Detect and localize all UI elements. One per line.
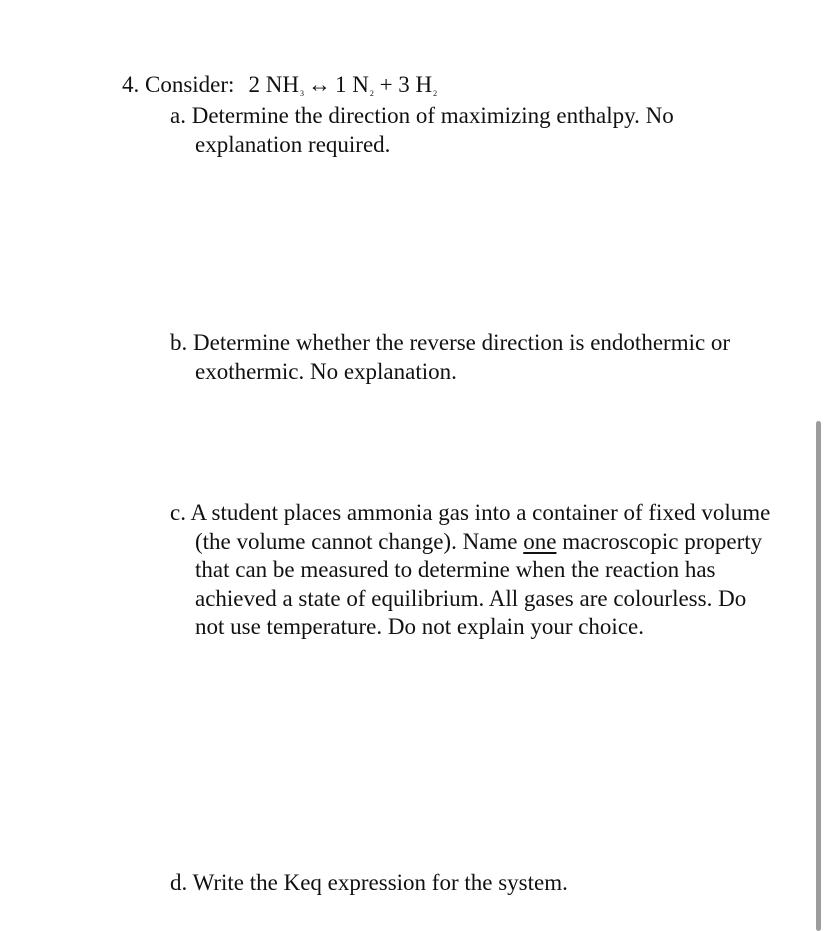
coefficient-hydrogen: 3 <box>398 72 410 97</box>
species-hydrogen: H <box>415 72 433 97</box>
part-c-text-after: macroscopic property that can be measured to determine when the reaction has achieved a state of equilibrium. All gases are colourless. Do not use temperature. Do not explain your choice. <box>195 528 763 640</box>
part-a: a. Determine the direction of maximizing enthalpy. No explanation required. <box>170 103 674 157</box>
part-c-underlined-word: one <box>523 528 557 554</box>
question-lead: 4. Consider: <box>122 72 235 97</box>
coefficient-nitrogen: 1 <box>334 72 347 97</box>
part-b: b. Determine whether the reverse direction is endothermic or exothermic. No explanation. <box>170 330 731 384</box>
part-d: d. Write the Keq expression for the system. <box>170 870 568 895</box>
equilibrium-arrow-icon: ↔ <box>307 72 331 97</box>
species-ammonia: NH <box>265 72 299 97</box>
vertical-scrollbar[interactable] <box>816 421 821 931</box>
part-c-text-before: c. A student places ammonia gas into a container of fixed volume (the volume cannot change). Name <box>170 500 771 554</box>
part-c <box>170 499 775 642</box>
subscript-nitrogen: 2 <box>369 89 374 98</box>
chemical-equation <box>248 72 437 97</box>
subscript-hydrogen: 2 <box>433 89 438 98</box>
question-4-heading <box>122 70 437 99</box>
coefficient-ammonia: 2 <box>248 72 260 97</box>
plus-sign: + <box>379 72 393 97</box>
subscript-ammonia: 3 <box>299 89 304 98</box>
species-nitrogen: N <box>352 72 369 97</box>
